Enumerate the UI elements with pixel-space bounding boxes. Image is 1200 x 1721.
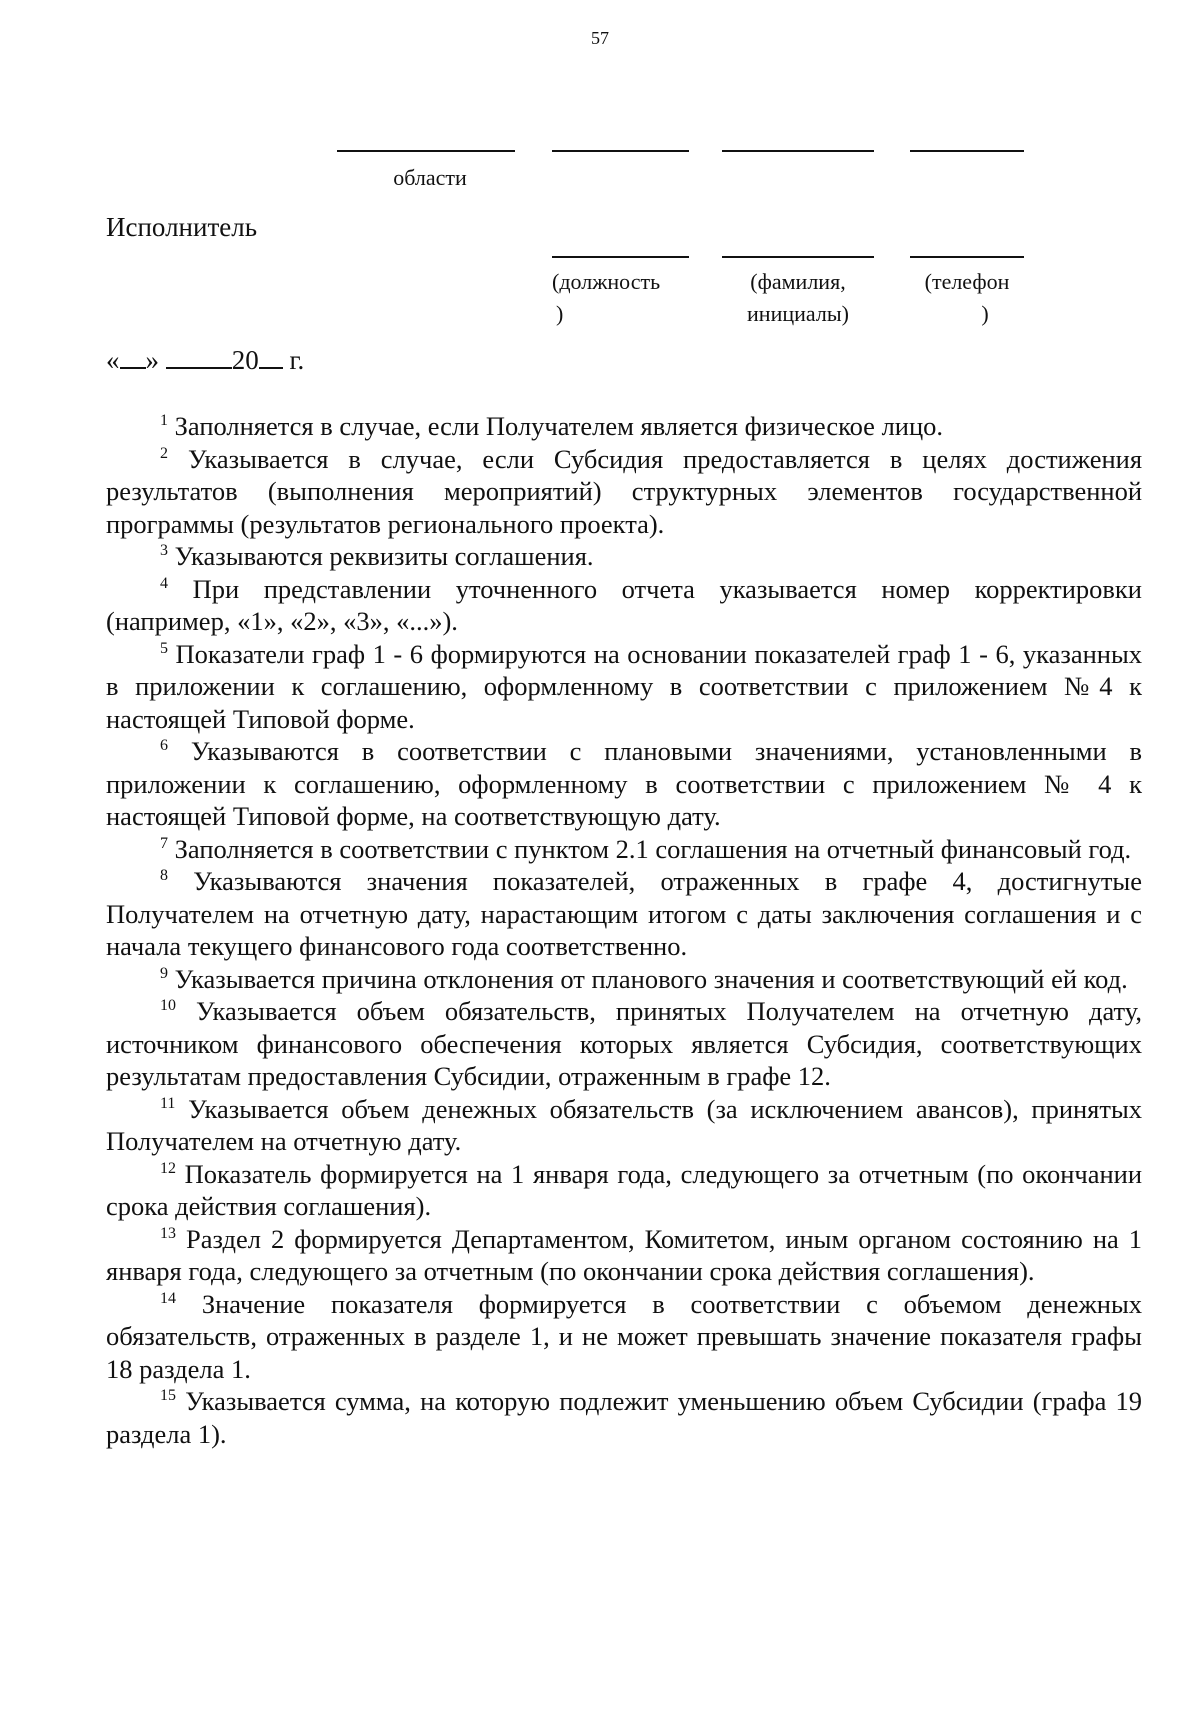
footnote-number: 10 xyxy=(160,997,176,1014)
region-label: области xyxy=(393,165,467,190)
footnote-text: Указываются значения показателей, отраженных в графе 4, достигнутые Получателем на отчетную дату, нарастающим итогом с даты заключения соглашения и с начала текущего финансового года соответственно. xyxy=(106,866,1142,961)
footnote xyxy=(106,833,1142,866)
footnote-text: Заполняется в соответствии с пунктом 2.1 соглашения на отчетный финансовый год. xyxy=(174,833,1132,864)
footnote-number: 4 xyxy=(160,574,168,592)
footnotes-section xyxy=(106,410,1142,1450)
footnote-number: 1 xyxy=(160,412,168,429)
footnote-text: Указывается сумма, на которую подлежит уменьшению объем Субсидии (графа 19 раздела 1). xyxy=(106,1386,1143,1449)
position-caption-line2: ) xyxy=(556,301,564,326)
day-blank xyxy=(120,345,146,369)
footnote xyxy=(106,995,1142,1093)
page-number: 57 xyxy=(591,28,609,48)
footnote xyxy=(106,573,1142,638)
year-prefix: 20 xyxy=(231,345,259,375)
name-caption xyxy=(722,266,874,330)
position-caption-line1: (должность xyxy=(552,269,661,294)
footnote-text: Показатель формируется на 1 января года, следующего за отчетным (по окончании срока действия соглашения). xyxy=(106,1158,1143,1221)
date-close-quote: » xyxy=(145,345,159,375)
footnote xyxy=(106,963,1142,996)
date-line xyxy=(106,345,304,376)
phone-caption xyxy=(905,266,1029,330)
name-caption-line2: инициалы) xyxy=(747,301,849,326)
footnote xyxy=(106,410,1142,443)
footnote-text: Указывается объем обязательств, принятых Получателем на отчетную дату, источником финансового обеспечения которых является Субсидия, соответствующих результатам предоставления Субсидии, отраженным в графе 12. xyxy=(106,996,1143,1091)
footnote xyxy=(106,443,1142,541)
footnote xyxy=(106,540,1142,573)
footnote-text: Указываются в соответствии с плановыми значениями, установленными в приложении к соглашению, оформленному в соответствии с приложением № 4 к настоящей Типовой форме, на соответствующую дату. xyxy=(106,736,1142,831)
signature-line-region xyxy=(337,150,515,152)
footnote-number: 12 xyxy=(160,1159,176,1177)
footnote xyxy=(106,1385,1142,1450)
footnote-text: Указывается причина отклонения от планового значения и соответствующий ей код. xyxy=(174,963,1128,994)
footnote xyxy=(106,1288,1142,1386)
footnote-text: Значение показателя формируется в соответствии с объемом денежных обязательств, отраженных в разделе 1, и не может превышать значение показателя графы 18 раздела 1. xyxy=(106,1288,1143,1384)
footnote xyxy=(106,735,1142,833)
month-blank xyxy=(166,345,232,369)
phone-caption-line1: (телефон xyxy=(924,269,1010,294)
footnote-text: При представлении уточненного отчета указывается номер корректировки (например, «1», «2», «3», «...»). xyxy=(106,573,1142,636)
footnote xyxy=(106,865,1142,963)
footnote-text: Показатели граф 1 - 6 формируются на основании показателей граф 1 - 6, указанных в приложении к соглашению, оформленному в соответствии с приложением №4 к настоящей Типовой форме. xyxy=(106,638,1142,734)
footnote-number: 9 xyxy=(160,964,168,982)
signature-line-name xyxy=(722,256,874,258)
phone-caption-line2: ) xyxy=(981,301,989,326)
footnote xyxy=(106,638,1142,736)
footnote-number: 8 xyxy=(160,867,168,884)
footnote xyxy=(106,1158,1142,1223)
year-blank xyxy=(259,345,283,369)
footnote-number: 2 xyxy=(160,444,168,462)
signature-line-phone-top xyxy=(910,150,1024,152)
signature-line-name-top xyxy=(722,150,874,152)
year-suffix: г. xyxy=(289,345,305,375)
footnote-number: 13 xyxy=(160,1224,176,1242)
footnote-number: 3 xyxy=(160,542,168,559)
footnote-number: 5 xyxy=(160,639,168,657)
footnote-number: 14 xyxy=(160,1289,176,1307)
signature-line-position xyxy=(552,256,689,258)
footnote-text: Заполняется в случае, если Получателем является физическое лицо. xyxy=(174,411,944,441)
footnote-text: Указывается в случае, если Субсидия предоставляется в целях достижения результатов (выполнения мероприятий) структурных элементов государственной программы (результатов регионального проекта). xyxy=(106,443,1143,539)
executor-label: Исполнитель xyxy=(106,212,258,242)
footnote-text: Раздел 2 формируется Департаментом, Комитетом, иным органом состоянию на 1 января года, следующего за отчетным (по окончании срока действия соглашения). xyxy=(106,1223,1143,1286)
date-open-quote: « xyxy=(106,345,120,375)
name-caption-line1: (фамилия, xyxy=(750,269,846,294)
footnote-number: 6 xyxy=(160,737,168,754)
footnote-text: Указываются реквизиты соглашения. xyxy=(174,541,594,571)
signature-line-position-top xyxy=(552,150,689,152)
footnote-text: Указывается объем денежных обязательств (за исключением авансов), принятых Получателем на отчетную дату. xyxy=(106,1093,1143,1156)
footnote xyxy=(106,1093,1142,1158)
footnote-number: 15 xyxy=(160,1387,176,1404)
signature-line-phone xyxy=(910,256,1024,258)
footnote xyxy=(106,1223,1142,1288)
footnote-number: 11 xyxy=(160,1094,176,1112)
position-caption xyxy=(552,266,692,330)
footnote-number: 7 xyxy=(160,834,168,852)
